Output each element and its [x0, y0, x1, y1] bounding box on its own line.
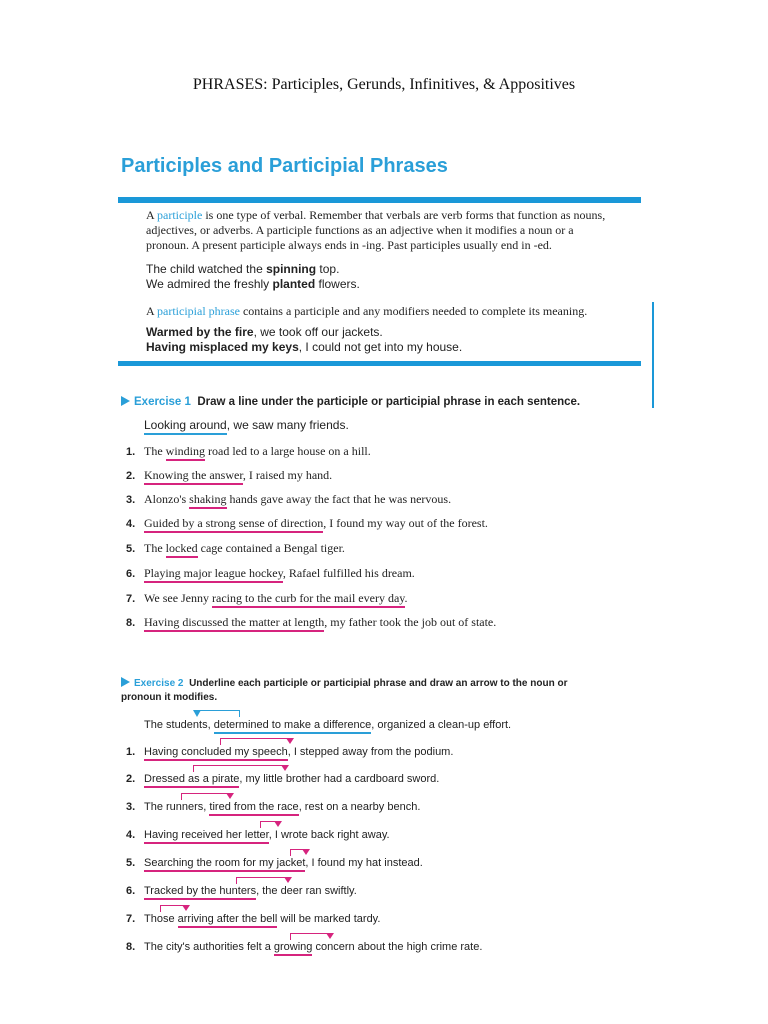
arrow-tick	[181, 793, 182, 800]
underlined-phrase: Dressed as a pirate	[144, 773, 239, 788]
exercise1-example: Looking around, we saw many friends.	[144, 418, 349, 432]
item-text: The	[144, 541, 166, 555]
exercise1-item	[126, 468, 332, 483]
exercise2-item	[126, 829, 390, 841]
modifier-arrow	[181, 793, 230, 794]
underlined-phrase: Having received her letter	[144, 829, 269, 844]
arrow-tick	[160, 905, 161, 912]
underlined-phrase: growing	[274, 941, 313, 956]
arrow-tick	[260, 821, 261, 828]
side-rule	[652, 302, 654, 408]
arrowhead-icon	[326, 933, 334, 939]
item-number: 4.	[126, 518, 136, 530]
underlined-phrase: Playing major league hockey	[144, 566, 283, 583]
underlined-phrase: Searching the room for my jacket	[144, 857, 305, 872]
arrowhead-icon	[182, 905, 190, 911]
modifier-arrow	[220, 738, 290, 739]
item-text: , my father took the job out of state.	[324, 615, 497, 629]
item-number: 6.	[126, 885, 136, 897]
underlined-phrase: tired from the race	[209, 801, 298, 816]
underlined-phrase: Having concluded my speech	[144, 746, 288, 761]
item-number: 1.	[126, 746, 136, 758]
item-number: 5.	[126, 543, 136, 555]
item-text: , I wrote back right away.	[268, 829, 390, 841]
item-text: concern about the high crime rate.	[312, 941, 483, 953]
intro-paragraph: A participle is one type of verbal. Remember that verbals are verb forms that function as nouns, adjectives, or adverbs. A participle functions as an adjective when it modifies a noun or a pronoun. A present participle always ends in -ing. Past participles usually end in -ed.	[146, 208, 606, 252]
arrowhead-icon	[302, 849, 310, 855]
item-text: will be marked tardy.	[277, 913, 381, 925]
exercise1-item	[126, 591, 408, 606]
item-number: 3.	[126, 494, 136, 506]
item-number: 1.	[126, 446, 136, 458]
exercise1-item	[126, 541, 345, 556]
intro-example-3: Warmed by the fire, we took off our jackets.	[146, 325, 383, 339]
item-number: 6.	[126, 568, 136, 580]
exercise1-item	[126, 516, 488, 531]
item-number: 8.	[126, 617, 136, 629]
underlined-phrase: shaking	[189, 492, 226, 509]
participial-phrase-definition: A participial phrase contains a participle and any modifiers needed to complete its meaning.	[146, 304, 588, 318]
item-text: , I found my way out of the forest.	[323, 516, 488, 530]
arrowhead-icon	[286, 738, 294, 744]
arrow-tick	[236, 877, 237, 884]
item-number: 2.	[126, 470, 136, 482]
modifier-arrow	[193, 765, 285, 766]
exercise1-item	[126, 615, 496, 630]
item-text: Those	[144, 913, 178, 925]
exercise2-item	[126, 885, 357, 897]
item-text: , I stepped away from the podium.	[287, 746, 454, 758]
underlined-phrase: Knowing the answer	[144, 468, 243, 485]
exercise2-item	[126, 773, 439, 785]
arrow-tick	[290, 933, 291, 940]
exercise1-item	[126, 566, 415, 581]
item-text: , my little brother had a cardboard sword.	[239, 773, 440, 785]
underlined-phrase: Guided by a strong sense of direction	[144, 516, 323, 533]
term-participle: participle	[157, 208, 203, 222]
item-number: 7.	[126, 913, 136, 925]
arrow-tick	[193, 765, 194, 772]
item-text: cage contained a Bengal tiger.	[197, 541, 345, 555]
item-number: 4.	[126, 829, 136, 841]
arrowhead-icon	[274, 821, 282, 827]
item-text: , I raised my hand.	[242, 468, 333, 482]
underlined-phrase: Tracked by the hunters	[144, 885, 256, 900]
triangle-icon	[121, 396, 130, 406]
arrow-tick	[220, 738, 221, 745]
item-number: 3.	[126, 801, 136, 813]
item-text: , Rafael fulfilled his dream.	[282, 566, 415, 580]
exercise2-item	[126, 857, 423, 869]
exercise1-item	[126, 444, 371, 459]
exercise2-heading: Exercise 2 Underline each participle or participial phrase and draw an arrow to the noun or pronoun it modifies.	[121, 678, 568, 703]
intro-example-4: Having misplaced my keys, I could not get into my house.	[146, 340, 463, 354]
item-number: 2.	[126, 773, 136, 785]
section-title: Participles and Participial Phrases	[121, 155, 448, 177]
example-arrow-tick	[239, 710, 240, 717]
intro-example-2: We admired the freshly planted flowers.	[146, 277, 360, 291]
bottom-rule	[118, 361, 641, 366]
exercise2-example: The students, determined to make a difference, organized a clean-up effort.	[144, 719, 511, 731]
item-text: , rest on a nearby bench.	[298, 801, 421, 813]
item-text: The	[144, 444, 166, 458]
example-arrow	[196, 710, 240, 711]
item-text: .	[404, 591, 408, 605]
exercise2-item	[126, 801, 420, 813]
item-number: 5.	[126, 857, 136, 869]
underlined-phrase: locked	[166, 541, 198, 558]
triangle-icon	[121, 677, 130, 687]
item-text: , I found my hat instead.	[305, 857, 423, 869]
exercise2-item	[126, 746, 453, 758]
modifier-arrow	[236, 877, 288, 878]
item-text: Alonzo's	[144, 492, 190, 506]
item-text: , the deer ran swiftly.	[256, 885, 357, 897]
document-title: PHRASES: Participles, Gerunds, Infinitives, & Appositives	[192, 76, 576, 93]
item-text: hands gave away the fact that he was nervous.	[226, 492, 452, 506]
item-number: 7.	[126, 593, 136, 605]
exercise2-item	[126, 941, 482, 953]
item-text: The city's authorities felt a	[144, 941, 274, 953]
arrowhead-icon	[226, 793, 234, 799]
exercise1-heading: Exercise 1 Draw a line under the participle or participial phrase in each sentence.	[121, 396, 580, 408]
arrowhead-icon	[281, 765, 289, 771]
underlined-phrase: winding	[166, 444, 205, 461]
underlined-phrase: arriving after the bell	[178, 913, 278, 928]
arrowhead-icon	[284, 877, 292, 883]
exercise2-item	[126, 913, 380, 925]
underlined-phrase: racing to the curb for the mail every day	[212, 591, 404, 608]
intro-example-1: The child watched the spinning top.	[146, 262, 340, 276]
example-arrowhead	[193, 710, 201, 717]
modifier-arrow	[290, 933, 330, 934]
arrow-tick	[290, 849, 291, 856]
item-text: road led to a large house on a hill.	[205, 444, 371, 458]
item-text: The runners,	[144, 801, 210, 813]
item-text: We see Jenny	[144, 591, 213, 605]
term-participial-phrase: participial phrase	[157, 304, 240, 318]
item-number: 8.	[126, 941, 136, 953]
top-rule	[118, 197, 641, 203]
exercise1-item	[126, 492, 451, 507]
underlined-phrase: Having discussed the matter at length	[144, 615, 324, 632]
